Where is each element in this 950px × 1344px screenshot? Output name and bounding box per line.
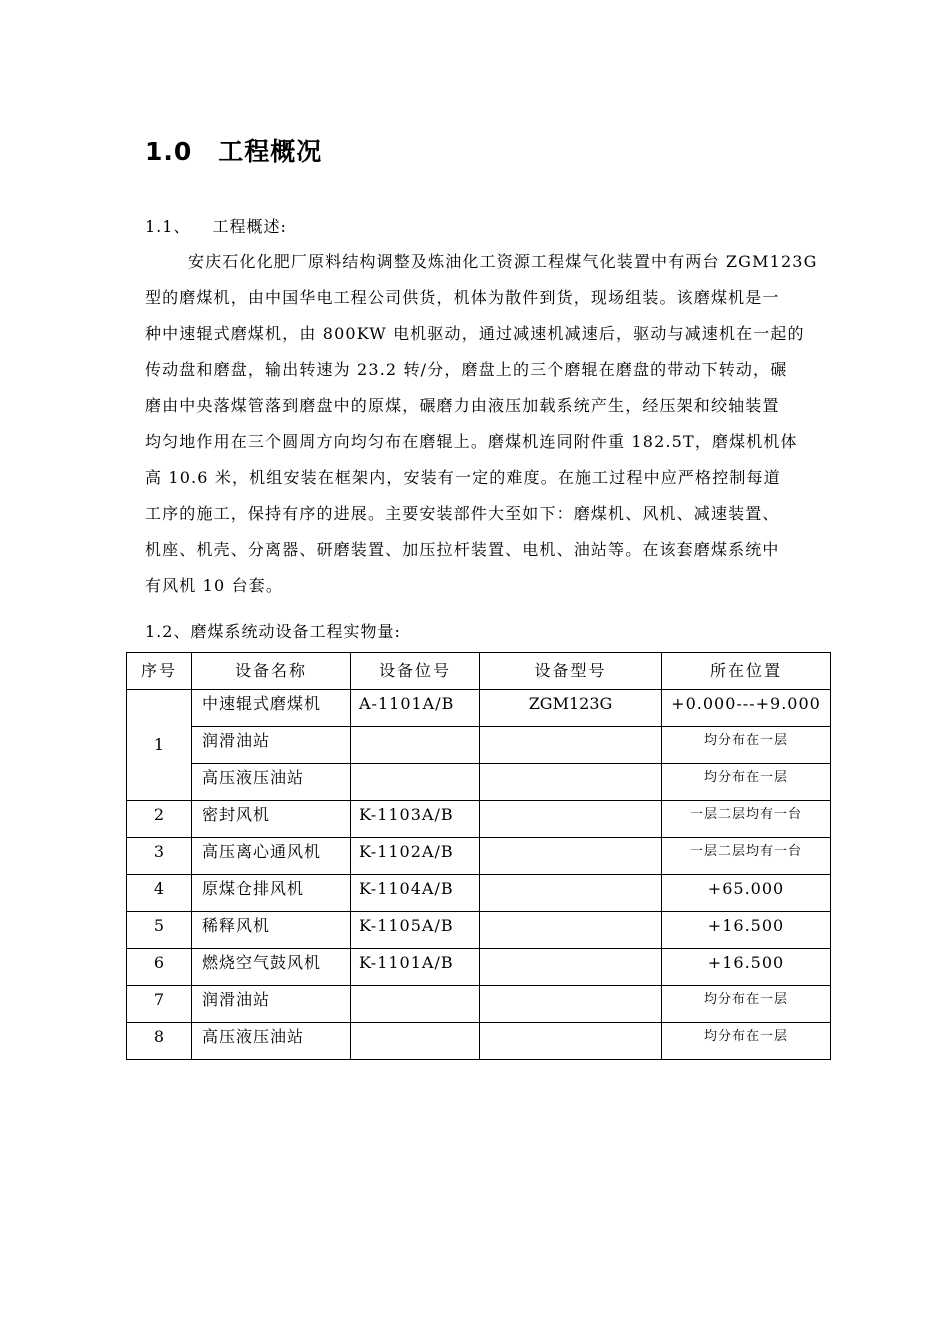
row-model bbox=[480, 764, 662, 801]
row-model bbox=[480, 838, 662, 875]
table-header-row bbox=[127, 653, 831, 690]
row-tag bbox=[351, 986, 480, 1023]
table-row bbox=[127, 949, 831, 986]
header-location: 所在位置 bbox=[662, 653, 831, 690]
row-name: 高压液压油站 bbox=[192, 1023, 351, 1060]
row-tag: K-1104A/B bbox=[351, 875, 480, 912]
table-row bbox=[127, 690, 831, 727]
row-index: 3 bbox=[127, 838, 192, 875]
row-location: 一层二层均有一台 bbox=[662, 801, 831, 838]
paragraph-line: 安庆石化化肥厂原料结构调整及炼油化工资源工程煤气化装置中有两台 ZGM123G bbox=[188, 252, 818, 271]
row-name: 润滑油站 bbox=[192, 727, 351, 764]
header-tag: 设备位号 bbox=[351, 653, 480, 690]
row-model: ZGM123G bbox=[480, 690, 662, 727]
header-model: 设备型号 bbox=[480, 653, 662, 690]
paragraph-line: 型的磨煤机，由中国华电工程公司供货，机体为散件到货，现场组装。该磨煤机是一 bbox=[145, 288, 780, 307]
row-name: 高压液压油站 bbox=[192, 764, 351, 801]
row-location: 均分布在一层 bbox=[662, 1023, 831, 1060]
section-number: 1.1、 bbox=[145, 217, 191, 236]
row-model bbox=[480, 727, 662, 764]
row-name: 稀释风机 bbox=[192, 912, 351, 949]
equipment-table bbox=[126, 652, 831, 1060]
chapter-title: 工程概况 bbox=[218, 137, 323, 166]
chapter-number: 1.0 bbox=[145, 137, 193, 166]
row-location: +16.500 bbox=[662, 949, 831, 986]
row-index: 7 bbox=[127, 986, 192, 1023]
paragraph-line: 种中速辊式磨煤机，由 800KW 电机驱动，通过减速机减速后，驱动与减速机在一起的 bbox=[145, 324, 805, 343]
table-row bbox=[127, 764, 831, 801]
row-index: 5 bbox=[127, 912, 192, 949]
row-name: 燃烧空气鼓风机 bbox=[192, 949, 351, 986]
chapter-heading bbox=[145, 132, 322, 168]
row-index: 8 bbox=[127, 1023, 192, 1060]
row-tag: K-1102A/B bbox=[351, 838, 480, 875]
row-name: 中速辊式磨煤机 bbox=[192, 690, 351, 727]
table-row bbox=[127, 875, 831, 912]
paragraph-line: 高 10.6 米，机组安装在框架内，安装有一定的难度。在施工过程中应严格控制每道 bbox=[145, 468, 781, 487]
row-model bbox=[480, 801, 662, 838]
row-model bbox=[480, 875, 662, 912]
row-index: 6 bbox=[127, 949, 192, 986]
row-index: 1 bbox=[127, 690, 192, 801]
header-name: 设备名称 bbox=[192, 653, 351, 690]
header-index: 序号 bbox=[127, 653, 192, 690]
table-row bbox=[127, 986, 831, 1023]
row-tag: A-1101A/B bbox=[351, 690, 480, 727]
row-name: 原煤仓排风机 bbox=[192, 875, 351, 912]
row-location: +0.000---+9.000 bbox=[662, 690, 831, 727]
paragraph-line: 有风机 10 台套。 bbox=[145, 576, 284, 595]
section-heading-1-1 bbox=[145, 214, 287, 237]
paragraph-line: 工序的施工，保持有序的进展。主要安装部件大至如下：磨煤机、风机、减速装置、 bbox=[145, 504, 780, 523]
row-tag: K-1105A/B bbox=[351, 912, 480, 949]
row-name: 密封风机 bbox=[192, 801, 351, 838]
row-tag bbox=[351, 764, 480, 801]
row-location: 均分布在一层 bbox=[662, 764, 831, 801]
section-title: 工程概述: bbox=[212, 217, 287, 236]
row-location: 均分布在一层 bbox=[662, 727, 831, 764]
row-tag bbox=[351, 727, 480, 764]
row-index: 4 bbox=[127, 875, 192, 912]
paragraph-line: 机座、机壳、分离器、研磨装置、加压拉杆装置、电机、油站等。在该套磨煤系统中 bbox=[145, 540, 780, 559]
row-name: 高压离心通风机 bbox=[192, 838, 351, 875]
row-model bbox=[480, 912, 662, 949]
section-heading-1-2: 1.2、磨煤系统动设备工程实物量: bbox=[145, 622, 401, 641]
paragraph-line: 均匀地作用在三个圆周方向均匀布在磨辊上。磨煤机连同附件重 182.5T，磨煤机机体 bbox=[145, 432, 798, 451]
row-location: 均分布在一层 bbox=[662, 986, 831, 1023]
row-model bbox=[480, 949, 662, 986]
row-location: +16.500 bbox=[662, 912, 831, 949]
row-index: 2 bbox=[127, 801, 192, 838]
row-location: +65.000 bbox=[662, 875, 831, 912]
table-row bbox=[127, 838, 831, 875]
row-tag bbox=[351, 1023, 480, 1060]
row-name: 润滑油站 bbox=[192, 986, 351, 1023]
row-tag: K-1103A/B bbox=[351, 801, 480, 838]
paragraph-line: 传动盘和磨盘，输出转速为 23.2 转/分，磨盘上的三个磨辊在磨盘的带动下转动，碾 bbox=[145, 360, 788, 379]
table-row bbox=[127, 727, 831, 764]
table-row bbox=[127, 801, 831, 838]
row-tag: K-1101A/B bbox=[351, 949, 480, 986]
row-model bbox=[480, 1023, 662, 1060]
table-row bbox=[127, 912, 831, 949]
row-model bbox=[480, 986, 662, 1023]
row-location: 一层二层均有一台 bbox=[662, 838, 831, 875]
table-row bbox=[127, 1023, 831, 1060]
paragraph-line: 磨由中央落煤管落到磨盘中的原煤，碾磨力由液压加载系统产生，经压架和绞轴装置 bbox=[145, 396, 780, 415]
overview-paragraph bbox=[145, 244, 861, 604]
